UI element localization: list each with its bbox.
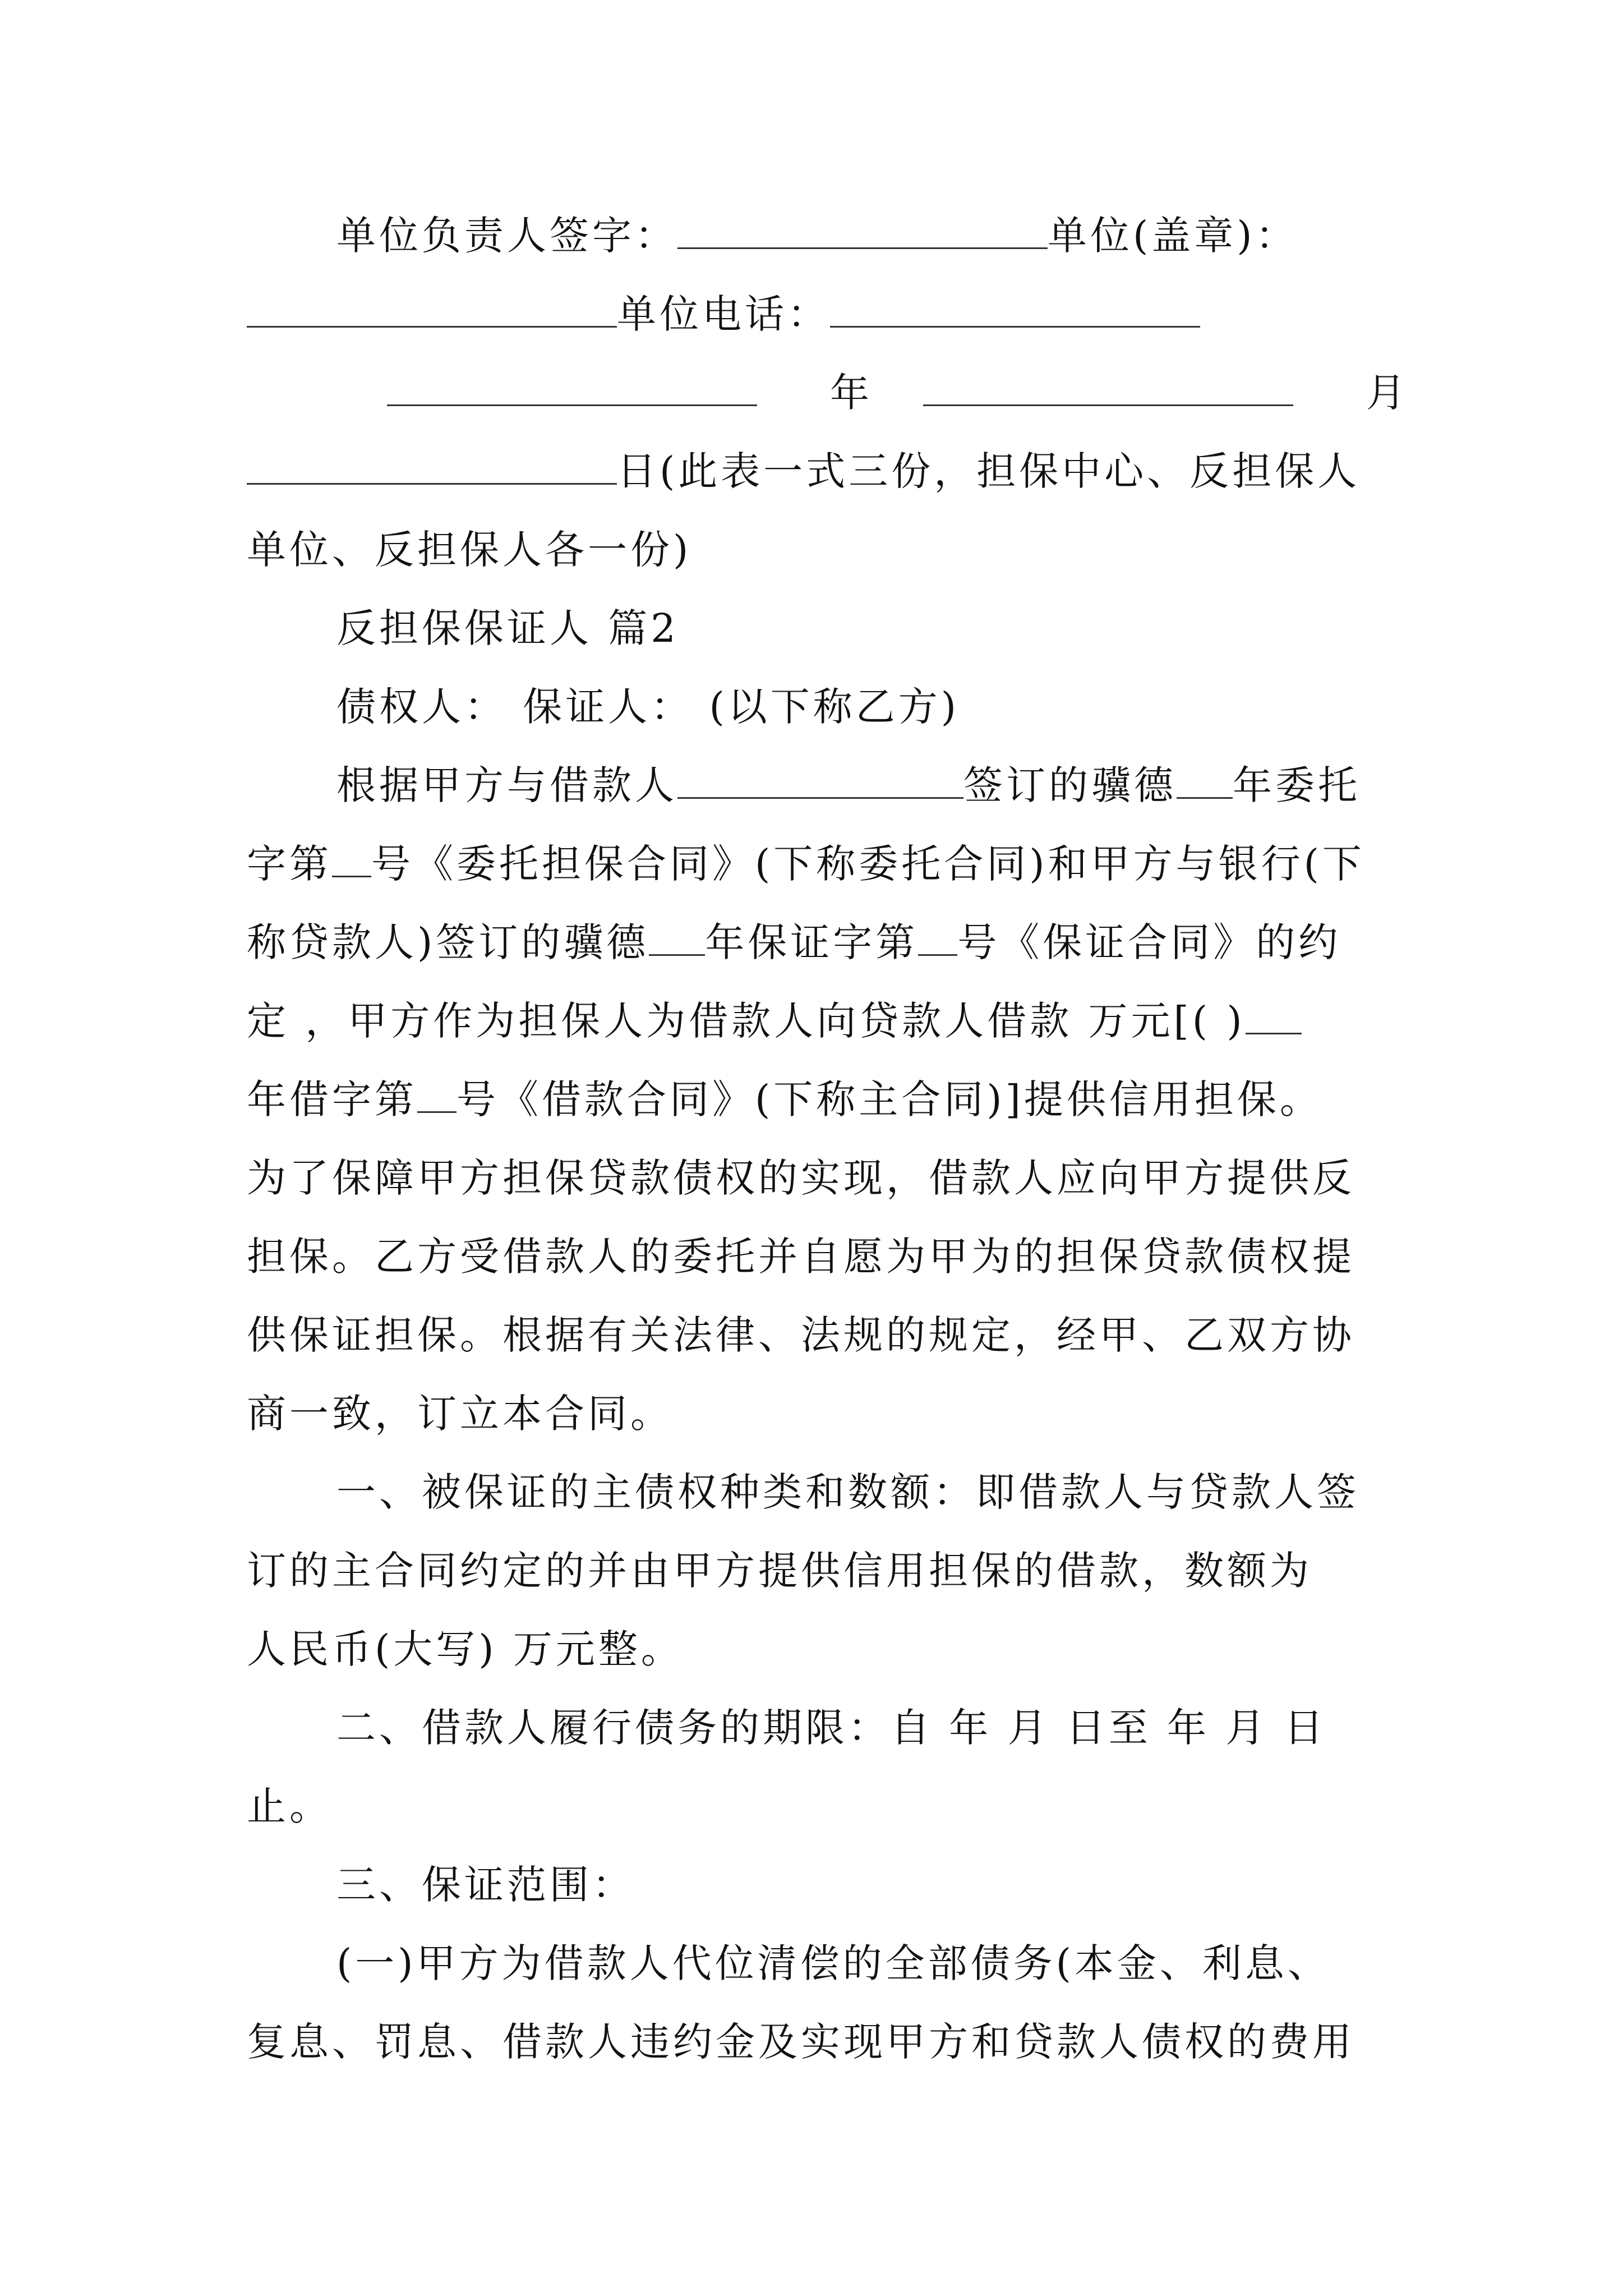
intro-text: 签订的骥德 (963, 762, 1177, 808)
intro-line-3 (247, 920, 1385, 965)
head-signature-blank (677, 216, 1048, 249)
intro-text: 号《保证合同》的约 (957, 919, 1341, 965)
intro-line-6 (247, 1156, 1385, 1200)
section-title (336, 606, 1475, 651)
intro-line-4 (247, 999, 1385, 1043)
clause3-title (336, 1862, 1475, 1907)
intro-text: 定 ，甲方作为担保人为借款人向贷款人借款 万元[( ) (247, 998, 1246, 1044)
clause1-line-1 (336, 1470, 1475, 1515)
parties-text: 债权人： 保证人： (以下称乙方) (336, 684, 960, 730)
clause-text: (一)甲方为借款人代位清偿的全部债务(本金、利息、 (336, 1940, 1330, 1986)
intro-line-9 (247, 1391, 1385, 1436)
clause-text: 二、借款人履行债务的期限：自 年 月 日至 年 月 日 (336, 1705, 1327, 1751)
intro-text: 商一致，订立本合同。 (247, 1391, 673, 1437)
clause-text: 止。 (247, 1783, 332, 1829)
intro-text: 号《借款合同》(下称主合同)]提供信用担保。 (457, 1076, 1322, 1122)
intro-text: 年保证字第 (705, 919, 919, 965)
parties-line (336, 684, 1475, 729)
number-blank (918, 923, 957, 956)
intro-line-1 (336, 763, 1385, 808)
clause-text: 一、被保证的主债权种类和数额：即借款人与贷款人签 (336, 1469, 1359, 1515)
intro-text: 年借字第 (247, 1076, 417, 1122)
signature-line-2 (247, 292, 1385, 337)
intro-text: 字第 (247, 841, 332, 887)
signature-line-3 (387, 370, 1409, 416)
number-blank (332, 844, 371, 877)
intro-line-2 (247, 841, 1385, 886)
clause-text: 三、保证范围： (336, 1862, 635, 1908)
clause3-sub1-line-2 (247, 2019, 1385, 2064)
month-label: 月 (1366, 370, 1409, 416)
unit-phone-label: 单位电话： (617, 291, 830, 337)
signature-line-1 (336, 213, 1385, 258)
intro-line-8 (247, 1313, 1385, 1358)
intro-text: 担保。乙方受借款人的委托并自愿为甲为的担保贷款债权提 (247, 1234, 1355, 1280)
year-blank (1246, 1001, 1302, 1034)
unit-seal-label: 单位(盖章)： (1048, 213, 1298, 259)
signature-line-4 (247, 449, 1385, 494)
year-label: 年 (830, 370, 873, 416)
intro-text: 根据甲方与借款人 (336, 762, 677, 808)
clause1-line-2 (247, 1548, 1385, 1593)
copies-text-cont: 单位、反担保人各一份) (247, 527, 692, 573)
unit-phone-blank (830, 295, 1200, 328)
intro-text: 为了保障甲方担保贷款债权的实现，借款人应向甲方提供反 (247, 1155, 1355, 1201)
intro-line-5 (247, 1077, 1385, 1122)
intro-text: 号《委托担保合同》(下称委托合同)和甲方与银行(下 (371, 841, 1365, 887)
intro-text: 供保证担保。根据有关法律、法规的规定，经甲、乙双方协 (247, 1312, 1355, 1358)
day-copies-text: 日(此表一式三份，担保中心、反担保人 (617, 448, 1361, 494)
borrower-blank (677, 766, 963, 799)
month-blank (923, 373, 1293, 406)
year-blank (1177, 766, 1233, 799)
year-blank (387, 373, 757, 406)
head-signature-label: 单位负责人签字： (336, 213, 677, 259)
section-title-text: 反担保保证人 篇2 (336, 605, 679, 651)
year-blank (649, 923, 705, 956)
clause2-line-2 (247, 1784, 1385, 1829)
unit-seal-blank (247, 295, 617, 328)
clause-text: 复息、罚息、借款人违约金及实现甲方和贷款人债权的费用 (247, 2019, 1355, 2065)
day-blank (247, 452, 617, 485)
clause1-line-3 (247, 1627, 1385, 1672)
signature-line-5 (247, 527, 1385, 572)
intro-text: 称贷款人)签订的骥德 (247, 919, 649, 965)
intro-line-7 (247, 1234, 1385, 1279)
clause-text: 订的主合同约定的并由甲方提供信用担保的借款，数额为 (247, 1548, 1312, 1594)
clause-text: 人民币(大写) 万元整。 (247, 1626, 684, 1672)
number-blank (417, 1080, 457, 1113)
clause2-line-1 (336, 1705, 1475, 1750)
intro-text: 年委托 (1233, 762, 1361, 808)
clause3-sub1-line-1 (336, 1941, 1475, 1986)
